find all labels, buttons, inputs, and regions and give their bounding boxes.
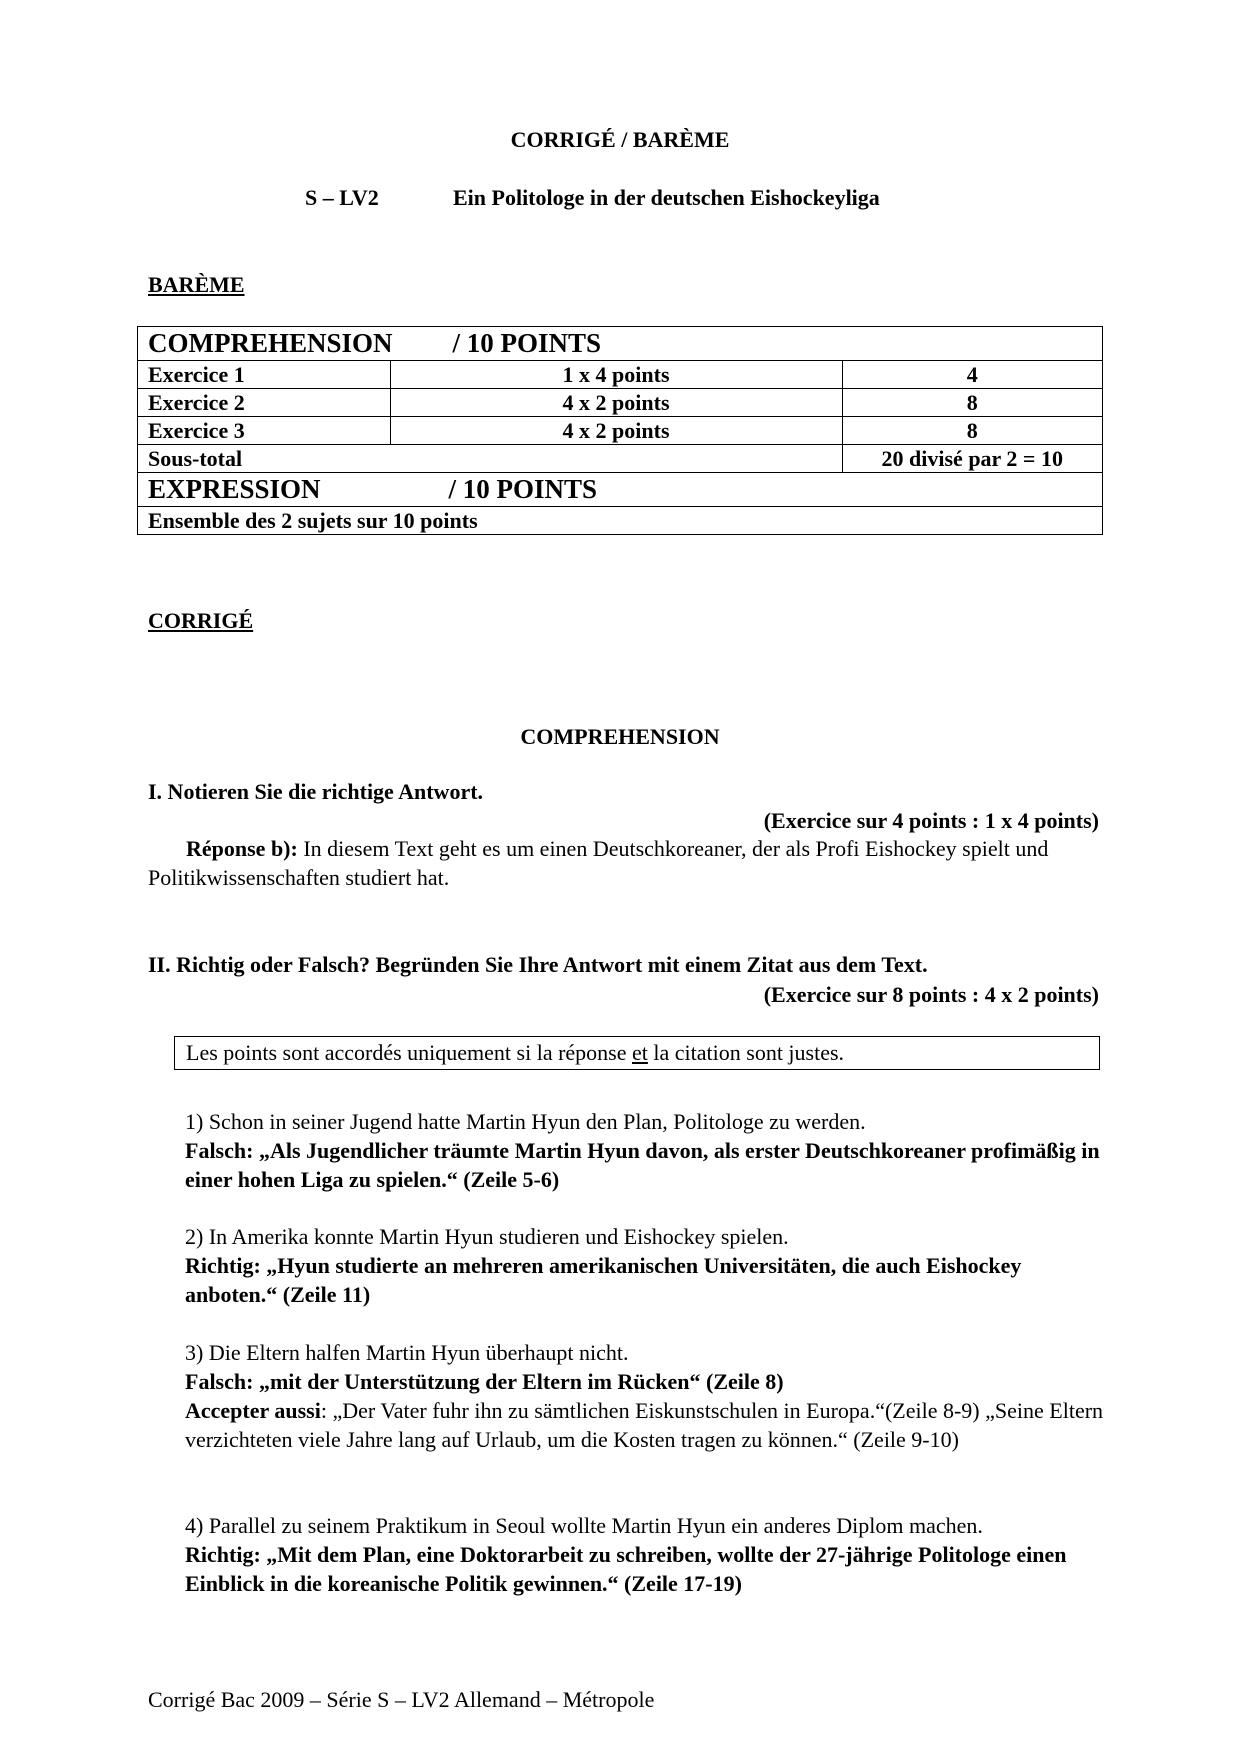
comprehension-label: COMPREHENSION bbox=[148, 328, 393, 358]
table-row-subtotal bbox=[138, 445, 1103, 473]
table-row bbox=[138, 417, 1103, 445]
q1-points: (Exercice sur 4 points : 1 x 4 points) bbox=[763, 808, 1099, 833]
exercise-total: 8 bbox=[842, 417, 1103, 445]
exercise-name: Exercice 1 bbox=[138, 361, 391, 389]
list-item bbox=[185, 1107, 1105, 1194]
note-text-b: la citation sont justes. bbox=[647, 1040, 845, 1065]
also-label: Accepter aussi bbox=[185, 1398, 321, 1423]
item-answer: Falsch: „Als Jugendlicher träumte Martin Hyun davon, als erster Deutschkoreaner profimäßig in einer hohen Liga zu spielen.“ (Zeile 5-6) bbox=[185, 1138, 1100, 1192]
item-statement: 3) Die Eltern halfen Martin Hyun überhaupt nicht. bbox=[185, 1340, 629, 1365]
bareme-heading: BARÈME bbox=[148, 272, 245, 297]
q2-points: (Exercice sur 8 points : 4 x 2 points) bbox=[763, 982, 1099, 1007]
comprehension-points: / 10 POINTS bbox=[452, 328, 602, 358]
exercise-calc: 1 x 4 points bbox=[390, 361, 842, 389]
item-answer: Richtig: „Hyun studierte an mehreren amerikanischen Universitäten, die auch Eishockey anboten.“ (Zeile 11) bbox=[185, 1253, 1022, 1307]
also-text: : „Der Vater fuhr ihn zu sämtlichen Eiskunstschulen in Europa.“(Zeile 8-9) „Seine Eltern verzichteten viele Jahre lang auf Urlaub, um die Kosten tragen zu können.“ (Zeile 9-10) bbox=[185, 1398, 1104, 1452]
q2-title: II. Richtig oder Falsch? Begründen Sie Ihre Antwort mit einem Zitat aus dem Text. bbox=[148, 952, 928, 977]
expression-label: EXPRESSION bbox=[148, 474, 321, 504]
item-statement: 2) In Amerika konnte Martin Hyun studieren und Eishockey spielen. bbox=[185, 1224, 789, 1249]
table-row bbox=[138, 361, 1103, 389]
q1-title: I. Notieren Sie die richtige Antwort. bbox=[148, 779, 484, 804]
table-row-comprehension bbox=[138, 327, 1103, 361]
page-title: CORRIGÉ / BARÈME bbox=[510, 127, 730, 152]
page-footer: Corrigé Bac 2009 – Série S – LV2 Allemand – Métropole bbox=[148, 1687, 655, 1712]
table-row bbox=[138, 389, 1103, 417]
q1-answer-text: In diesem Text geht es um einen Deutschkoreaner, der als Profi Eishockey spielt und Politikwissenschaften studiert hat. bbox=[148, 836, 1049, 890]
ensemble-text: Ensemble des 2 sujets sur 10 points bbox=[138, 507, 1103, 535]
note-text-et: et bbox=[632, 1040, 648, 1065]
item-statement: 1) Schon in seiner Jugend hatte Martin Hyun den Plan, Politologe zu werden. bbox=[185, 1109, 866, 1134]
table-row-expression bbox=[138, 473, 1103, 507]
item-answer: Falsch: „mit der Unterstützung der Eltern im Rücken“ (Zeile 8) bbox=[185, 1369, 784, 1394]
corrige-heading: CORRIGÉ bbox=[148, 608, 254, 633]
list-item bbox=[185, 1222, 1105, 1309]
comprehension-heading: COMPREHENSION bbox=[520, 724, 720, 749]
exam-code: S – LV2 bbox=[305, 185, 379, 210]
list-item bbox=[185, 1511, 1105, 1598]
q1-answer bbox=[148, 834, 1103, 892]
item-statement: 4) Parallel zu seinem Praktikum in Seoul wollte Martin Hyun ein anderes Diplom machen. bbox=[185, 1513, 983, 1538]
subtotal-label: Sous-total bbox=[138, 445, 843, 473]
exercise-calc: 4 x 2 points bbox=[390, 389, 842, 417]
expression-points: / 10 POINTS bbox=[448, 474, 598, 504]
item-answer: Richtig: „Mit dem Plan, eine Doktorarbeit zu schreiben, wollte der 27-jährige Politologe einen Einblick in die koreanische Politik gewinnen.“ (Zeile 17-19) bbox=[185, 1542, 1067, 1596]
bareme-table bbox=[137, 326, 1103, 535]
exercise-name: Exercice 2 bbox=[138, 389, 391, 417]
note-text-a: Les points sont accordés uniquement si la réponse bbox=[186, 1040, 633, 1065]
subtotal-value: 20 divisé par 2 = 10 bbox=[842, 445, 1103, 473]
table-row-ensemble bbox=[138, 507, 1103, 535]
list-item bbox=[185, 1338, 1105, 1454]
exercise-total: 4 bbox=[842, 361, 1103, 389]
q1-answer-label: Réponse b): bbox=[186, 836, 298, 861]
exercise-total: 8 bbox=[842, 389, 1103, 417]
text-title: Ein Politologe in der deutschen Eishockeyliga bbox=[453, 185, 880, 210]
exercise-calc: 4 x 2 points bbox=[390, 417, 842, 445]
exercise-name: Exercice 3 bbox=[138, 417, 391, 445]
item-also bbox=[185, 1396, 1105, 1454]
scoring-note-box bbox=[174, 1036, 1100, 1070]
